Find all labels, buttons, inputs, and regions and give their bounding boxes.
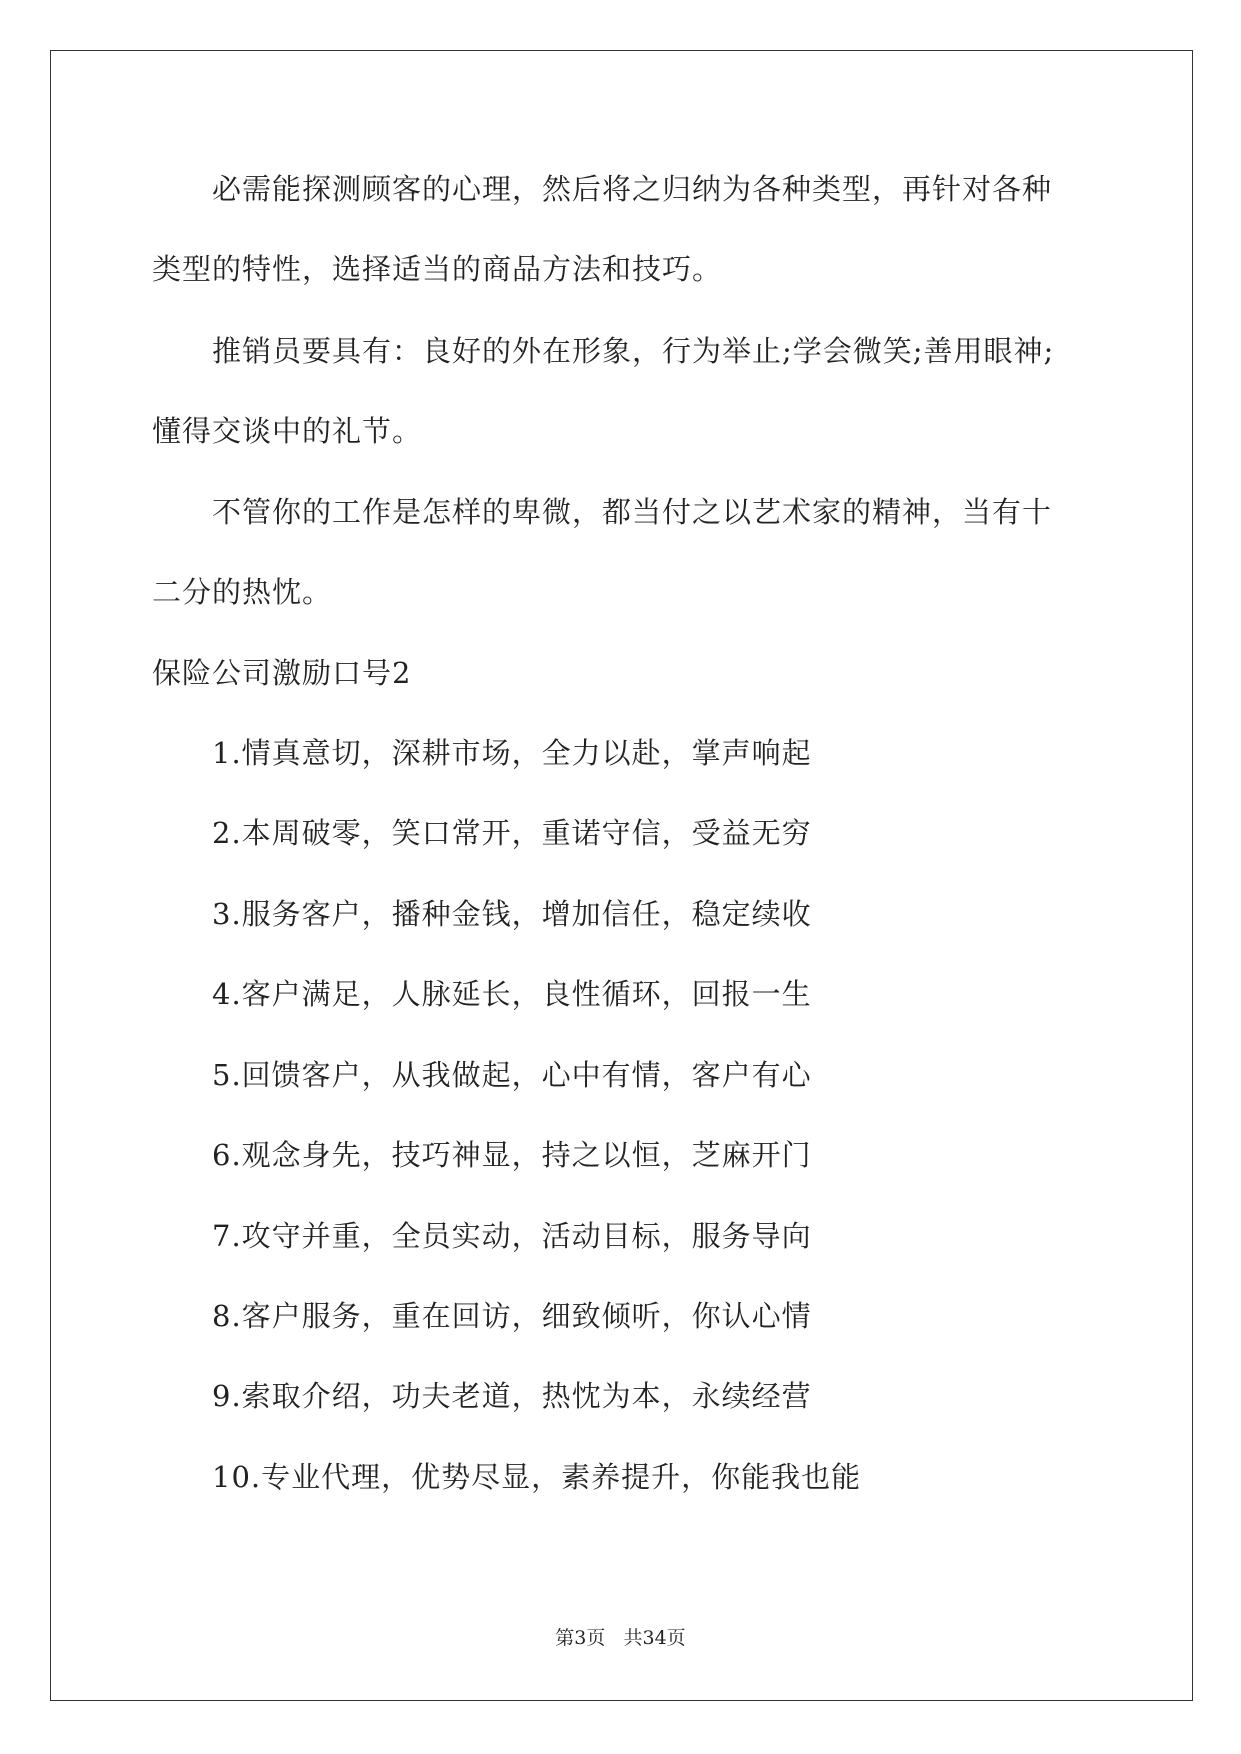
slogan-8: 8.客户服务，重在回访，细致倾听，你认心情 xyxy=(212,1299,812,1333)
slogan-5: 5.回馈客户，从我做起，心中有情，客户有心 xyxy=(212,1058,812,1092)
slogan-10: 10.专业代理，优势尽显，素养提升，你能我也能 xyxy=(212,1460,862,1494)
page-footer: 第3页 共34页 xyxy=(555,1627,686,1649)
page-border xyxy=(50,50,1193,1701)
slogan-6: 6.观念身先，技巧神显，持之以恒，芝麻开门 xyxy=(212,1138,812,1172)
paragraph-1-line-1: 必需能探测顾客的心理，然后将之归纳为各种类型，再针对各种 xyxy=(212,172,1053,206)
slogan-9: 9.索取介绍，功夫老道，热忱为本，永续经营 xyxy=(212,1379,812,1413)
paragraph-3-line-1: 不管你的工作是怎样的卑微，都当付之以艺术家的精神，当有十 xyxy=(212,495,1053,529)
paragraph-2-line-2: 懂得交谈中的礼节。 xyxy=(152,414,423,448)
paragraph-3-line-2: 二分的热忱。 xyxy=(152,575,333,609)
paragraph-2-line-1: 推销员要具有：良好的外在形象，行为举止;学会微笑;善用眼神; xyxy=(212,334,1055,368)
slogan-4: 4.客户满足，人脉延长，良性循环，回报一生 xyxy=(212,977,812,1011)
slogan-7: 7.攻守并重，全员实动，活动目标，服务导向 xyxy=(212,1219,812,1253)
slogan-1: 1.情真意切，深耕市场，全力以赴，掌声响起 xyxy=(212,736,812,770)
slogan-3: 3.服务客户，播种金钱，增加信任，稳定续收 xyxy=(212,897,812,931)
slogan-2: 2.本周破零，笑口常开，重诺守信，受益无穷 xyxy=(212,816,812,850)
section-heading: 保险公司激励口号2 xyxy=(152,656,412,690)
paragraph-1-line-2: 类型的特性，选择适当的商品方法和技巧。 xyxy=(152,252,723,286)
